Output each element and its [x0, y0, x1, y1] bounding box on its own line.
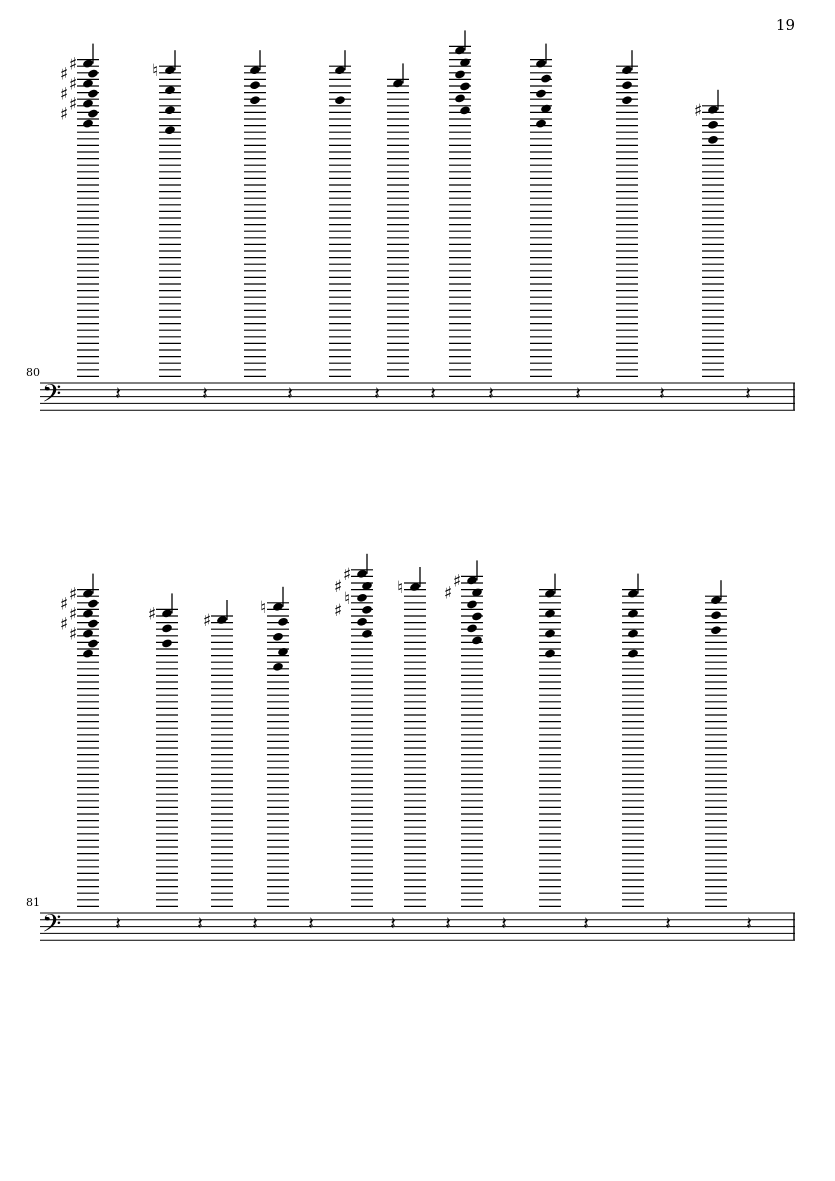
notehead [249, 95, 261, 105]
natural-icon: ♮ [343, 588, 351, 609]
quarter-rest-icon: 𝄽 [197, 913, 203, 935]
notehead [361, 629, 373, 639]
notehead [272, 632, 284, 642]
quarter-rest-icon: 𝄽 [390, 913, 396, 935]
sharp-icon: ♯ [68, 624, 78, 645]
sharp-icon: ♯ [68, 54, 78, 75]
bass-clef-icon: 𝄢 [42, 379, 62, 415]
notehead [544, 609, 556, 619]
notehead [82, 99, 94, 109]
quarter-rest-icon: 𝄽 [488, 383, 494, 405]
quarter-rest-icon: 𝄽 [374, 383, 380, 405]
sharp-icon: ♯ [59, 64, 69, 85]
quarter-rest-icon: 𝄽 [445, 913, 451, 935]
notehead [621, 95, 633, 105]
sharp-icon: ♯ [333, 576, 343, 597]
notehead [277, 617, 289, 627]
quarter-rest-icon: 𝄽 [115, 383, 121, 405]
notehead [82, 609, 94, 619]
notehead [466, 623, 478, 633]
notehead [87, 109, 99, 119]
notehead [356, 593, 368, 603]
sharp-icon: ♯ [693, 100, 703, 121]
quarter-rest-icon: 𝄽 [115, 913, 121, 935]
notehead [707, 120, 719, 130]
notehead [361, 605, 373, 615]
notehead [627, 649, 639, 659]
notehead [87, 639, 99, 649]
bass-clef-icon: 𝄢 [42, 909, 62, 945]
notehead [540, 74, 552, 84]
notehead [82, 629, 94, 639]
quarter-rest-icon: 𝄽 [501, 913, 507, 935]
notehead [164, 85, 176, 95]
sharp-icon: ♯ [147, 604, 157, 625]
sharp-icon: ♯ [59, 84, 69, 105]
notehead [454, 69, 466, 79]
notehead [459, 81, 471, 91]
notehead [272, 662, 284, 672]
sharp-icon: ♯ [68, 604, 78, 625]
notehead [356, 617, 368, 627]
notehead [544, 649, 556, 659]
notehead [535, 119, 547, 129]
notehead [544, 629, 556, 639]
natural-icon: ♮ [259, 597, 267, 618]
notehead [87, 69, 99, 79]
notehead [164, 105, 176, 115]
notehead [87, 89, 99, 99]
notehead [707, 135, 719, 145]
sharp-icon: ♯ [59, 104, 69, 125]
sharp-icon: ♯ [59, 594, 69, 615]
notehead [454, 93, 466, 103]
sharp-icon: ♯ [443, 583, 453, 604]
notehead [82, 79, 94, 89]
quarter-rest-icon: 𝄽 [659, 383, 665, 405]
sharp-icon: ♯ [333, 600, 343, 621]
quarter-rest-icon: 𝄽 [583, 913, 589, 935]
quarter-rest-icon: 𝄽 [746, 913, 752, 935]
notehead [82, 119, 94, 129]
measure-number: 81 [26, 896, 40, 909]
sharp-icon: ♯ [59, 614, 69, 635]
notehead [710, 625, 722, 635]
notehead [471, 635, 483, 645]
notehead [334, 95, 346, 105]
notehead [471, 611, 483, 621]
notehead [459, 105, 471, 115]
notehead [161, 638, 173, 648]
notehead [87, 599, 99, 609]
sharp-icon: ♯ [68, 94, 78, 115]
measure-number: 80 [26, 366, 40, 379]
sharp-icon: ♯ [202, 611, 212, 631]
natural-icon: ♮ [396, 578, 404, 598]
quarter-rest-icon: 𝄽 [308, 913, 314, 935]
notehead [627, 609, 639, 619]
sharp-icon: ♯ [342, 564, 352, 585]
natural-icon: ♮ [151, 61, 159, 82]
quarter-rest-icon: 𝄽 [575, 383, 581, 405]
notehead [466, 599, 478, 609]
page-number: 19 [775, 16, 795, 34]
notehead [82, 649, 94, 659]
notehead [164, 125, 176, 135]
quarter-rest-icon: 𝄽 [665, 913, 671, 935]
quarter-rest-icon: 𝄽 [287, 383, 293, 405]
notehead [535, 89, 547, 99]
notehead [710, 610, 722, 620]
sharp-icon: ♯ [452, 571, 462, 592]
quarter-rest-icon: 𝄽 [745, 383, 751, 405]
quarter-rest-icon: 𝄽 [252, 913, 258, 935]
notehead [627, 629, 639, 639]
sharp-icon: ♯ [68, 74, 78, 95]
notehead [87, 619, 99, 629]
notehead [161, 623, 173, 633]
sharp-icon: ♯ [68, 584, 78, 605]
quarter-rest-icon: 𝄽 [202, 383, 208, 405]
quarter-rest-icon: 𝄽 [430, 383, 436, 405]
notehead [621, 80, 633, 90]
notehead [249, 80, 261, 90]
